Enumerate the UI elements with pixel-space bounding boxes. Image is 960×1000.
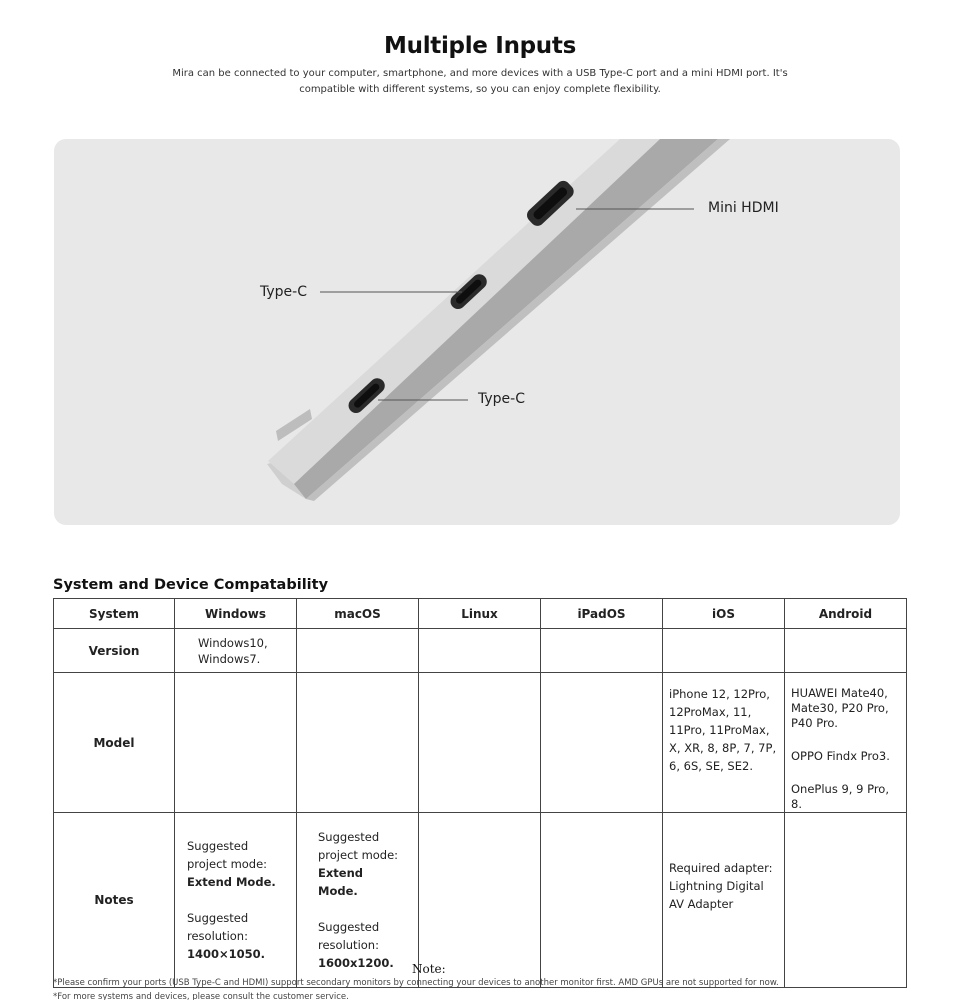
table-header-cell: macOS (297, 599, 419, 629)
model-ipados-cell (541, 673, 663, 813)
notes-windows-line: Suggested (187, 839, 249, 853)
model-android-line: Mate30, P20 Pro, (791, 701, 889, 715)
table-header-cell: System (54, 599, 175, 629)
notes-macos-mode: Extend Mode. (318, 866, 363, 898)
notes-android-cell (785, 813, 907, 988)
notes-windows-line: resolution: (187, 929, 248, 943)
hero-description: Mira can be connected to your computer, smartphone, and more devices with a USB Type-C port and a mini HDMI port. It's compatible with different systems, so you can enjoy complete flexibility. (172, 68, 788, 95)
model-ios-line: X, XR, 8, 8P, 7, 7P, (669, 741, 777, 755)
page-title: Multiple Inputs (384, 33, 576, 59)
notes-windows-line: project mode: (187, 857, 268, 871)
version-macos-cell (297, 629, 419, 673)
table-header-cell: iOS (663, 599, 785, 629)
model-ios-line: 6, 6S, SE, SE2. (669, 759, 753, 773)
notes-macos-line: Suggested (318, 830, 380, 844)
notes-macos-line: resolution: (318, 938, 379, 952)
notes-windows-resolution: 1400×1050. (187, 947, 266, 961)
table-header-cell: iPadOS (541, 599, 663, 629)
device-edge-strip (268, 139, 660, 484)
version-linux-cell (419, 629, 541, 673)
model-android-line: OnePlus 9, 9 Pro, 8. (791, 782, 889, 811)
model-android-cell (785, 673, 907, 813)
model-ios-line: 12ProMax, 11, (669, 705, 752, 719)
product-image-panel (54, 139, 900, 525)
model-ios-line: 11Pro, 11ProMax, (669, 723, 770, 737)
footnote: *For more systems and devices, please consult the customer service. (53, 992, 349, 1000)
model-macos-cell (297, 673, 419, 813)
device-body (294, 139, 718, 499)
notes-ios-cell (663, 813, 785, 988)
model-android-line: P40 Pro. (791, 716, 838, 730)
notes-windows-line: Suggested (187, 911, 249, 925)
table-header-row (54, 599, 907, 629)
table-row-model (54, 673, 907, 813)
model-android-line: HUAWEI Mate40, (791, 686, 888, 700)
row-label-version: Version (54, 629, 175, 673)
notes-ios-line: Required adapter: (669, 861, 773, 875)
model-android-line: OPPO Findx Pro3. (791, 749, 890, 763)
notes-ios-line: AV Adapter (669, 897, 734, 911)
device-illustration (54, 139, 900, 525)
table-row-notes (54, 813, 907, 988)
callout-typec-upper: Type-C (260, 284, 307, 300)
version-ipados-cell (541, 629, 663, 673)
row-label-notes: Notes (54, 813, 175, 988)
table-header-cell: Linux (419, 599, 541, 629)
table-header-cell: Android (785, 599, 907, 629)
version-windows-line: Windows10, (198, 635, 268, 650)
table-row-version (54, 629, 907, 673)
version-windows-cell (175, 629, 297, 673)
table-header-cell: Windows (175, 599, 297, 629)
section-title: System and Device Compatability (53, 577, 329, 593)
row-label-model: Model (54, 673, 175, 813)
model-ios-cell (663, 673, 785, 813)
notes-windows-cell (175, 813, 297, 988)
note-label: Note: (412, 962, 446, 976)
version-windows-line: Windows7. (198, 651, 261, 666)
notes-macos-cell (297, 813, 419, 988)
notes-macos-line: project mode: (318, 848, 399, 862)
compatibility-table (53, 598, 907, 988)
notes-macos-line: Suggested (318, 920, 380, 934)
notes-windows-mode: Extend Mode. (187, 875, 276, 889)
callout-mini-hdmi: Mini HDMI (708, 200, 779, 216)
model-linux-cell (419, 673, 541, 813)
notes-ios-line: Lightning Digital (669, 879, 764, 893)
callout-typec-lower: Type-C (478, 391, 525, 407)
model-windows-cell (175, 673, 297, 813)
version-ios-cell (663, 629, 785, 673)
model-ios-line: iPhone 12, 12Pro, (669, 687, 770, 701)
notes-macos-resolution: 1600x1200. (318, 956, 394, 970)
version-android-cell (785, 629, 907, 673)
notes-ipados-cell (541, 813, 663, 988)
footnote: *Please confirm your ports (USB Type-C and HDMI) support secondary monitors by connecting your devices to another monitor first. AMD GPUs are not supported for now. (53, 978, 779, 988)
